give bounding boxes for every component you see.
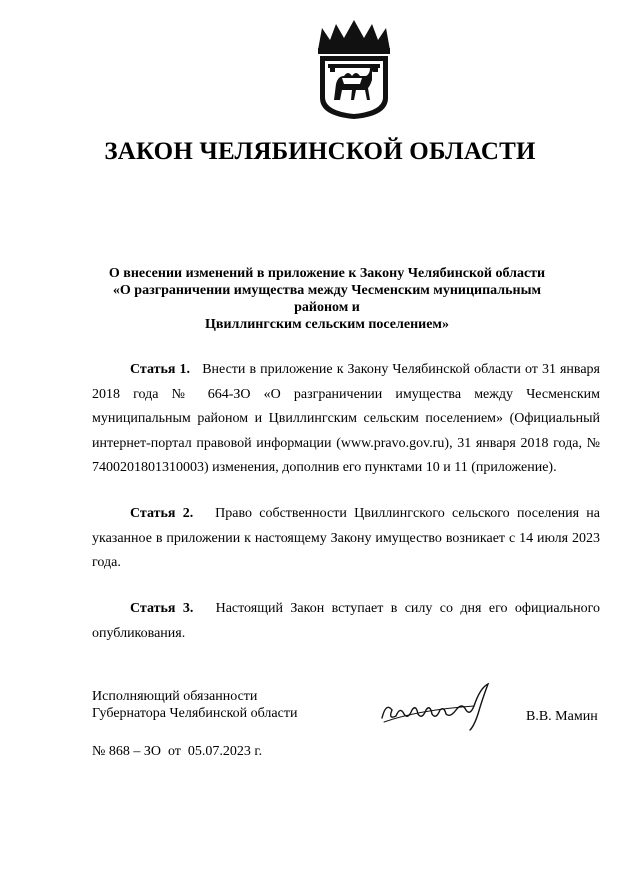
article-1 [92,358,600,481]
subtitle-line: «О разграничении имущества между Чесменским муниципальным районом и [112,283,542,315]
article-3 [92,597,600,646]
subtitle-line: Цвиллингским сельским поселением» [205,317,449,332]
article-label: Статья 1. [130,362,191,377]
document-number: № 868 – ЗО от 05.07.2023 г. [92,744,263,759]
law-title: ЗАКОН ЧЕЛЯБИНСКОЙ ОБЛАСТИ [104,138,536,165]
position-line: Губернатора Челябинской области [92,706,298,721]
subtitle-line: О внесении изменений в приложение к Закону Челябинской области [108,266,546,281]
article-text: Право собственности Цвиллингского сельского поселения на указанное в приложении к настоящему Закону имущество возникает с 14 июля 2023 года. [92,506,601,570]
signatory-position [92,688,297,722]
position-line: Исполняющий обязанности [92,689,258,704]
article-text: Внести в приложение к Закону Челябинской области от 31 января 2018 года № 664-ЗО «О разграничении имущества между Чесменским муниципальным районом и Цвиллингским сельским поселением» (Официальный интернет-портал правовой информации (www.pravo.gov.ru), 31 января 2018 года, № 7400201801310003) изменения, дополнив его пунктами 10 и 11 (приложение). [92,362,601,475]
coat-of-arms-emblem [312,20,396,120]
article-label: Статья 3. [130,601,194,616]
article-text: Настоящий Закон вступает в силу со дня его официального опубликования. [92,601,601,641]
article-label: Статья 2. [130,506,194,521]
signatory-name: В.В. Мамин [526,709,598,724]
law-subtitle [92,265,562,333]
handwritten-signature [378,680,508,732]
article-2 [92,502,600,576]
